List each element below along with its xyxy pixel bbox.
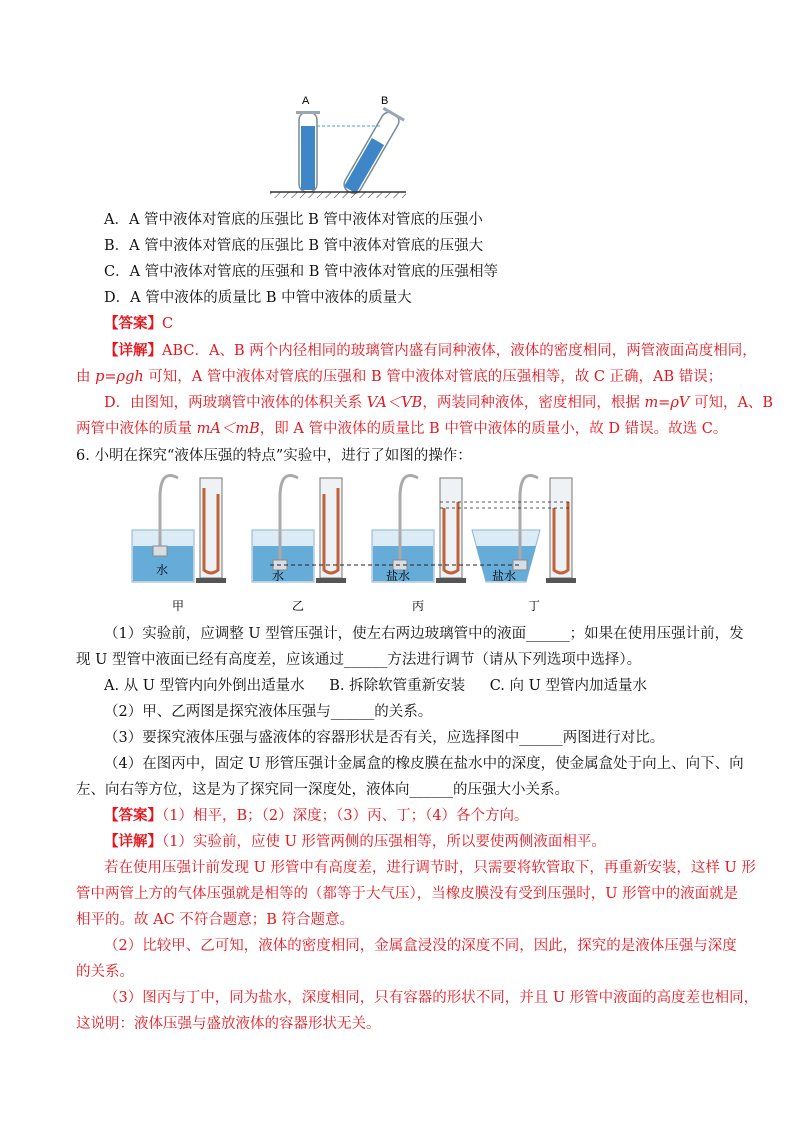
choice-a: A. 从 U 型管内向外倒出适量水	[104, 678, 305, 694]
beaker-label-yi: 水	[272, 569, 285, 583]
q6-detail-1: 【详解】（1）实验前，应使 U 形管两侧的压强相等，所以要使两侧液面相平。	[104, 833, 606, 850]
q6-detail-5: （2）比较甲、乙可知，液体的密度相同，金属盒浸没的深度不同，因此，探究的是液体压强与深度	[104, 938, 737, 954]
q5-detail-line2: 由 p=ρgh 可知，A 管中液体对管底的压强和 B 管中液体对管底的压强相等，故 C 正确，AB 错误；	[76, 369, 723, 385]
q6-detail-6: 的关系。	[76, 964, 134, 980]
q6-answer	[104, 806, 529, 826]
q6-part1-a: （1）实验前，应调整 U 型管压强计，使左右两边玻璃管中的液面______；如果在使用压强计前，发	[104, 626, 744, 642]
q6-detail-2: 若在使用压强计前发现 U 形管中有高度差，进行调节时，只需要将软管取下，再重新安装，这样 U 形	[104, 860, 756, 876]
formula: VA＜VB	[366, 395, 423, 411]
setup-jia	[132, 476, 226, 584]
beaker-label-bing: 盐水	[386, 569, 411, 583]
q6-detail-4: 相平的。故 AC 不符合题意；B 符合题意。	[76, 912, 355, 928]
detail-tag: 【详解】	[104, 833, 162, 850]
detail-tag: 【详解】	[104, 342, 162, 359]
setup-yi	[252, 476, 346, 584]
tube-b-label: B	[381, 95, 389, 107]
setup-ding	[472, 476, 576, 584]
q5-option-b: B．A 管中液体对管底的压强比 B 管中液体对管底的压强大	[104, 238, 484, 254]
setup-bing	[372, 476, 466, 584]
q5-detail-line3: D．由图知，两玻璃管中液体的体积关系 VA＜VB，两装同种液体，密度相同，根据 m=ρV 可知，A、B	[104, 395, 774, 411]
q6-part2: （2）甲、乙两图是探究液体压强与______的关系。	[104, 704, 433, 720]
beaker-label-ding: 盐水	[492, 569, 517, 583]
q6-part1-b: 现 U 型管中液面已经有高度差，应该通过______方法进行调节（请从下列选项中选择）。	[76, 652, 642, 668]
choice-c: C. 向 U 型管内加适量水	[489, 678, 647, 694]
tube-a-label: A	[302, 95, 310, 107]
q5-detail-line1: 【详解】ABC．A、B 两个内径相同的玻璃管内盛有同种液体，液体的密度相同，两管液面高度相同，	[104, 342, 757, 359]
q5-option-c: C．A 管中液体对管底的压强和 B 管中液体对管底的压强相等	[104, 264, 499, 280]
q5-detail-line4: 两管中液体的质量 mA＜mB，即 A 管中液体的质量比 B 中管中液体的质量小，故 D 错误。故选 C。	[76, 421, 728, 437]
answer-value: （1）相平，B；（2）深度；（3）丙、丁；（4）各个方向。	[162, 808, 529, 824]
fig-label-yi: 乙	[292, 599, 305, 613]
q6-part4-b: 左、向右等方位，这是为了探究同一深度处，液体向______的压强大小关系。	[76, 782, 569, 798]
answer-value: C	[162, 316, 174, 332]
q6-detail-3: 管中两管上方的气体压强就是相等的（都等于大气压），当橡皮膜没有受到压强时，U 形管中的液面就是	[76, 886, 739, 902]
q5-answer	[104, 314, 173, 334]
test-tube-figure	[270, 92, 410, 200]
pressure-gauge-figure	[120, 468, 680, 618]
q6-part3: （3）要探究液体压强与盛液体的容器形状是否有关，应选择图中______两图进行对比。	[104, 730, 665, 746]
tube-b	[339, 107, 405, 198]
tube-a	[296, 111, 320, 192]
answer-tag: 【答案】	[104, 315, 162, 332]
q5-option-d: D．A 管中液体的质量比 B 中管中液体的质量大	[104, 290, 412, 306]
fig-label-bing: 丙	[412, 599, 425, 613]
choice-b: B. 拆除软管重新安装	[329, 678, 466, 694]
beaker-label-jia: 水	[156, 563, 169, 577]
q6-choices	[104, 676, 647, 696]
formula: m=ρV	[644, 395, 690, 411]
q6-detail-7: （3）图丙与丁中，同为盐水，深度相同，只有容器的形状不同，并且 U 形管中液面的高度差也相同，	[104, 990, 759, 1006]
q5-option-a: A．A 管中液体对管底的压强比 B 管中液体对管底的压强小	[104, 212, 483, 228]
fig-label-ding: 丁	[528, 599, 541, 613]
q6-detail-8: 这说明：液体压强与盛放液体的容器形状无关。	[76, 1016, 381, 1032]
formula: mA＜mB	[196, 421, 260, 437]
answer-tag: 【答案】	[104, 807, 162, 824]
q6-stem: 6. 小明在探究“液体压强的特点”实验中，进行了如图的操作：	[76, 448, 472, 464]
formula: p=ρgh	[95, 369, 144, 385]
fig-label-jia: 甲	[172, 599, 185, 613]
q6-part4-a: （4）在图丙中，固定 U 形管压强计金属盒的橡皮膜在盐水中的深度，使金属盒处于向上、向下、向	[104, 756, 744, 772]
